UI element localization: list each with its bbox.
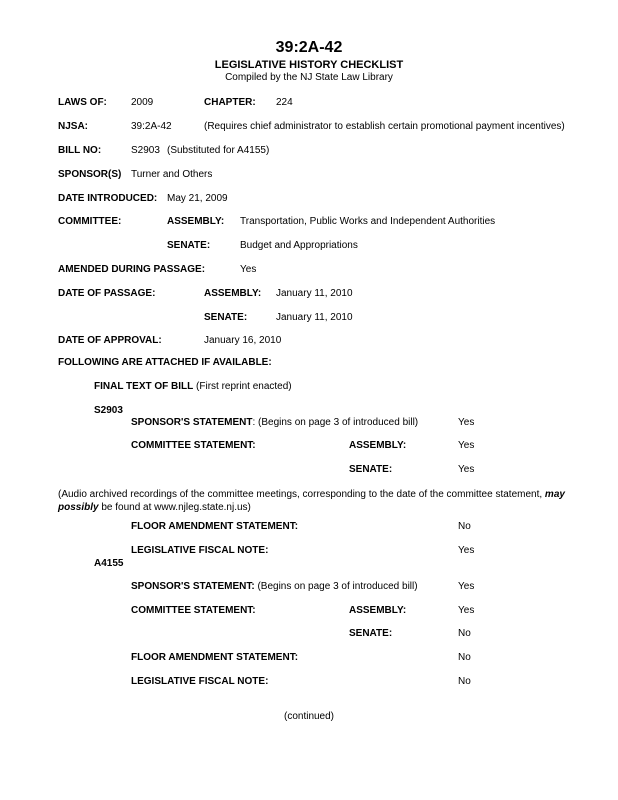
s2903-committee-label: COMMITTEE STATEMENT: <box>131 440 256 451</box>
laws-of-label: LAWS OF: <box>58 97 107 108</box>
committee-assembly-value: Transportation, Public Works and Independent Authorities <box>240 216 496 227</box>
a4155-assembly-value: Yes <box>458 605 475 616</box>
s2903-assembly-value: Yes <box>458 440 475 451</box>
approval-label: DATE OF APPROVAL: <box>58 335 162 346</box>
s2903-senate-label: SENATE: <box>349 464 393 475</box>
passage-assembly-label: ASSEMBLY: <box>204 288 262 299</box>
a4155-sponsor-label: SPONSOR'S STATEMENT: <box>131 581 255 592</box>
njsa-label: NJSA: <box>58 121 89 132</box>
a4155-sponsor-note: (Begins on page 3 of introduced bill) <box>254 581 418 592</box>
a4155-label: A4155 <box>94 558 124 569</box>
committee-senate-label: SENATE: <box>167 240 211 251</box>
bill-no-note: (Substituted for A4155) <box>167 145 270 156</box>
s2903-floor-value: No <box>458 521 471 532</box>
attached-heading: FOLLOWING ARE ATTACHED IF AVAILABLE: <box>58 357 272 368</box>
statute-title: 39:2A-42 <box>275 39 343 56</box>
committee-senate-value: Budget and Appropriations <box>240 240 358 251</box>
s2903-fiscal-label: LEGISLATIVE FISCAL NOTE: <box>131 545 269 556</box>
a4155-sponsor-line <box>131 581 418 593</box>
checklist-title: LEGISLATIVE HISTORY CHECKLIST <box>214 59 404 71</box>
a4155-sponsor-value: Yes <box>458 581 475 592</box>
a4155-assembly-label: ASSEMBLY: <box>349 605 407 616</box>
compiled-by: Compiled by the NJ State Law Library <box>225 72 393 83</box>
amended-label: AMENDED DURING PASSAGE: <box>58 264 206 275</box>
njsa-description: (Requires chief administrator to establish certain promotional payment incentives) <box>204 121 565 132</box>
a4155-floor-value: No <box>458 652 471 663</box>
s2903-sponsor-note: : (Begins on page 3 of introduced bill) <box>252 417 419 428</box>
s2903-sponsor-label: SPONSOR'S STATEMENT <box>131 417 253 428</box>
final-text-note: (First reprint enacted) <box>196 381 292 392</box>
audio-note-emphasis: may possibly <box>58 489 565 513</box>
bill-no-value: S2903 <box>131 145 160 156</box>
amended-value: Yes <box>240 264 257 275</box>
bill-no-label: BILL NO: <box>58 145 102 156</box>
s2903-assembly-label: ASSEMBLY: <box>349 440 407 451</box>
date-introduced-value: May 21, 2009 <box>167 193 228 204</box>
audio-archive-note <box>58 488 568 514</box>
njsa-value: 39:2A-42 <box>131 121 172 132</box>
chapter-label: CHAPTER: <box>204 97 256 108</box>
passage-label: DATE OF PASSAGE: <box>58 288 156 299</box>
passage-senate-value: January 11, 2010 <box>276 312 353 323</box>
audio-note-part1: (Audio archived recordings of the committee meetings, corresponding to the date of the committee statement, <box>58 489 545 500</box>
chapter-value: 224 <box>276 97 293 108</box>
committee-label: COMMITTEE: <box>58 216 122 227</box>
laws-of-value: 2009 <box>131 97 154 108</box>
s2903-sponsor-line <box>131 417 418 429</box>
s2903-fiscal-value: Yes <box>458 545 475 556</box>
passage-senate-label: SENATE: <box>204 312 248 323</box>
continued-note: (continued) <box>283 711 335 722</box>
approval-value: January 16, 2010 <box>204 335 282 346</box>
s2903-floor-label: FLOOR AMENDMENT STATEMENT: <box>131 521 299 532</box>
final-text-line <box>94 381 292 393</box>
a4155-committee-label: COMMITTEE STATEMENT: <box>131 605 256 616</box>
passage-assembly-value: January 11, 2010 <box>276 288 353 299</box>
a4155-fiscal-label: LEGISLATIVE FISCAL NOTE: <box>131 676 269 687</box>
sponsors-label: SPONSOR(S) <box>58 169 122 180</box>
s2903-label: S2903 <box>94 405 123 416</box>
s2903-senate-value: Yes <box>458 464 475 475</box>
a4155-fiscal-value: No <box>458 676 471 687</box>
a4155-senate-value: No <box>458 628 471 639</box>
sponsors-value: Turner and Others <box>131 169 213 180</box>
committee-assembly-label: ASSEMBLY: <box>167 216 225 227</box>
a4155-floor-label: FLOOR AMENDMENT STATEMENT: <box>131 652 299 663</box>
date-introduced-label: DATE INTRODUCED: <box>58 193 158 204</box>
final-text-label: FINAL TEXT OF BILL <box>94 381 194 392</box>
a4155-senate-label: SENATE: <box>349 628 393 639</box>
s2903-sponsor-value: Yes <box>458 417 475 428</box>
audio-note-part2: be found at www.njleg.state.nj.us) <box>98 502 251 513</box>
